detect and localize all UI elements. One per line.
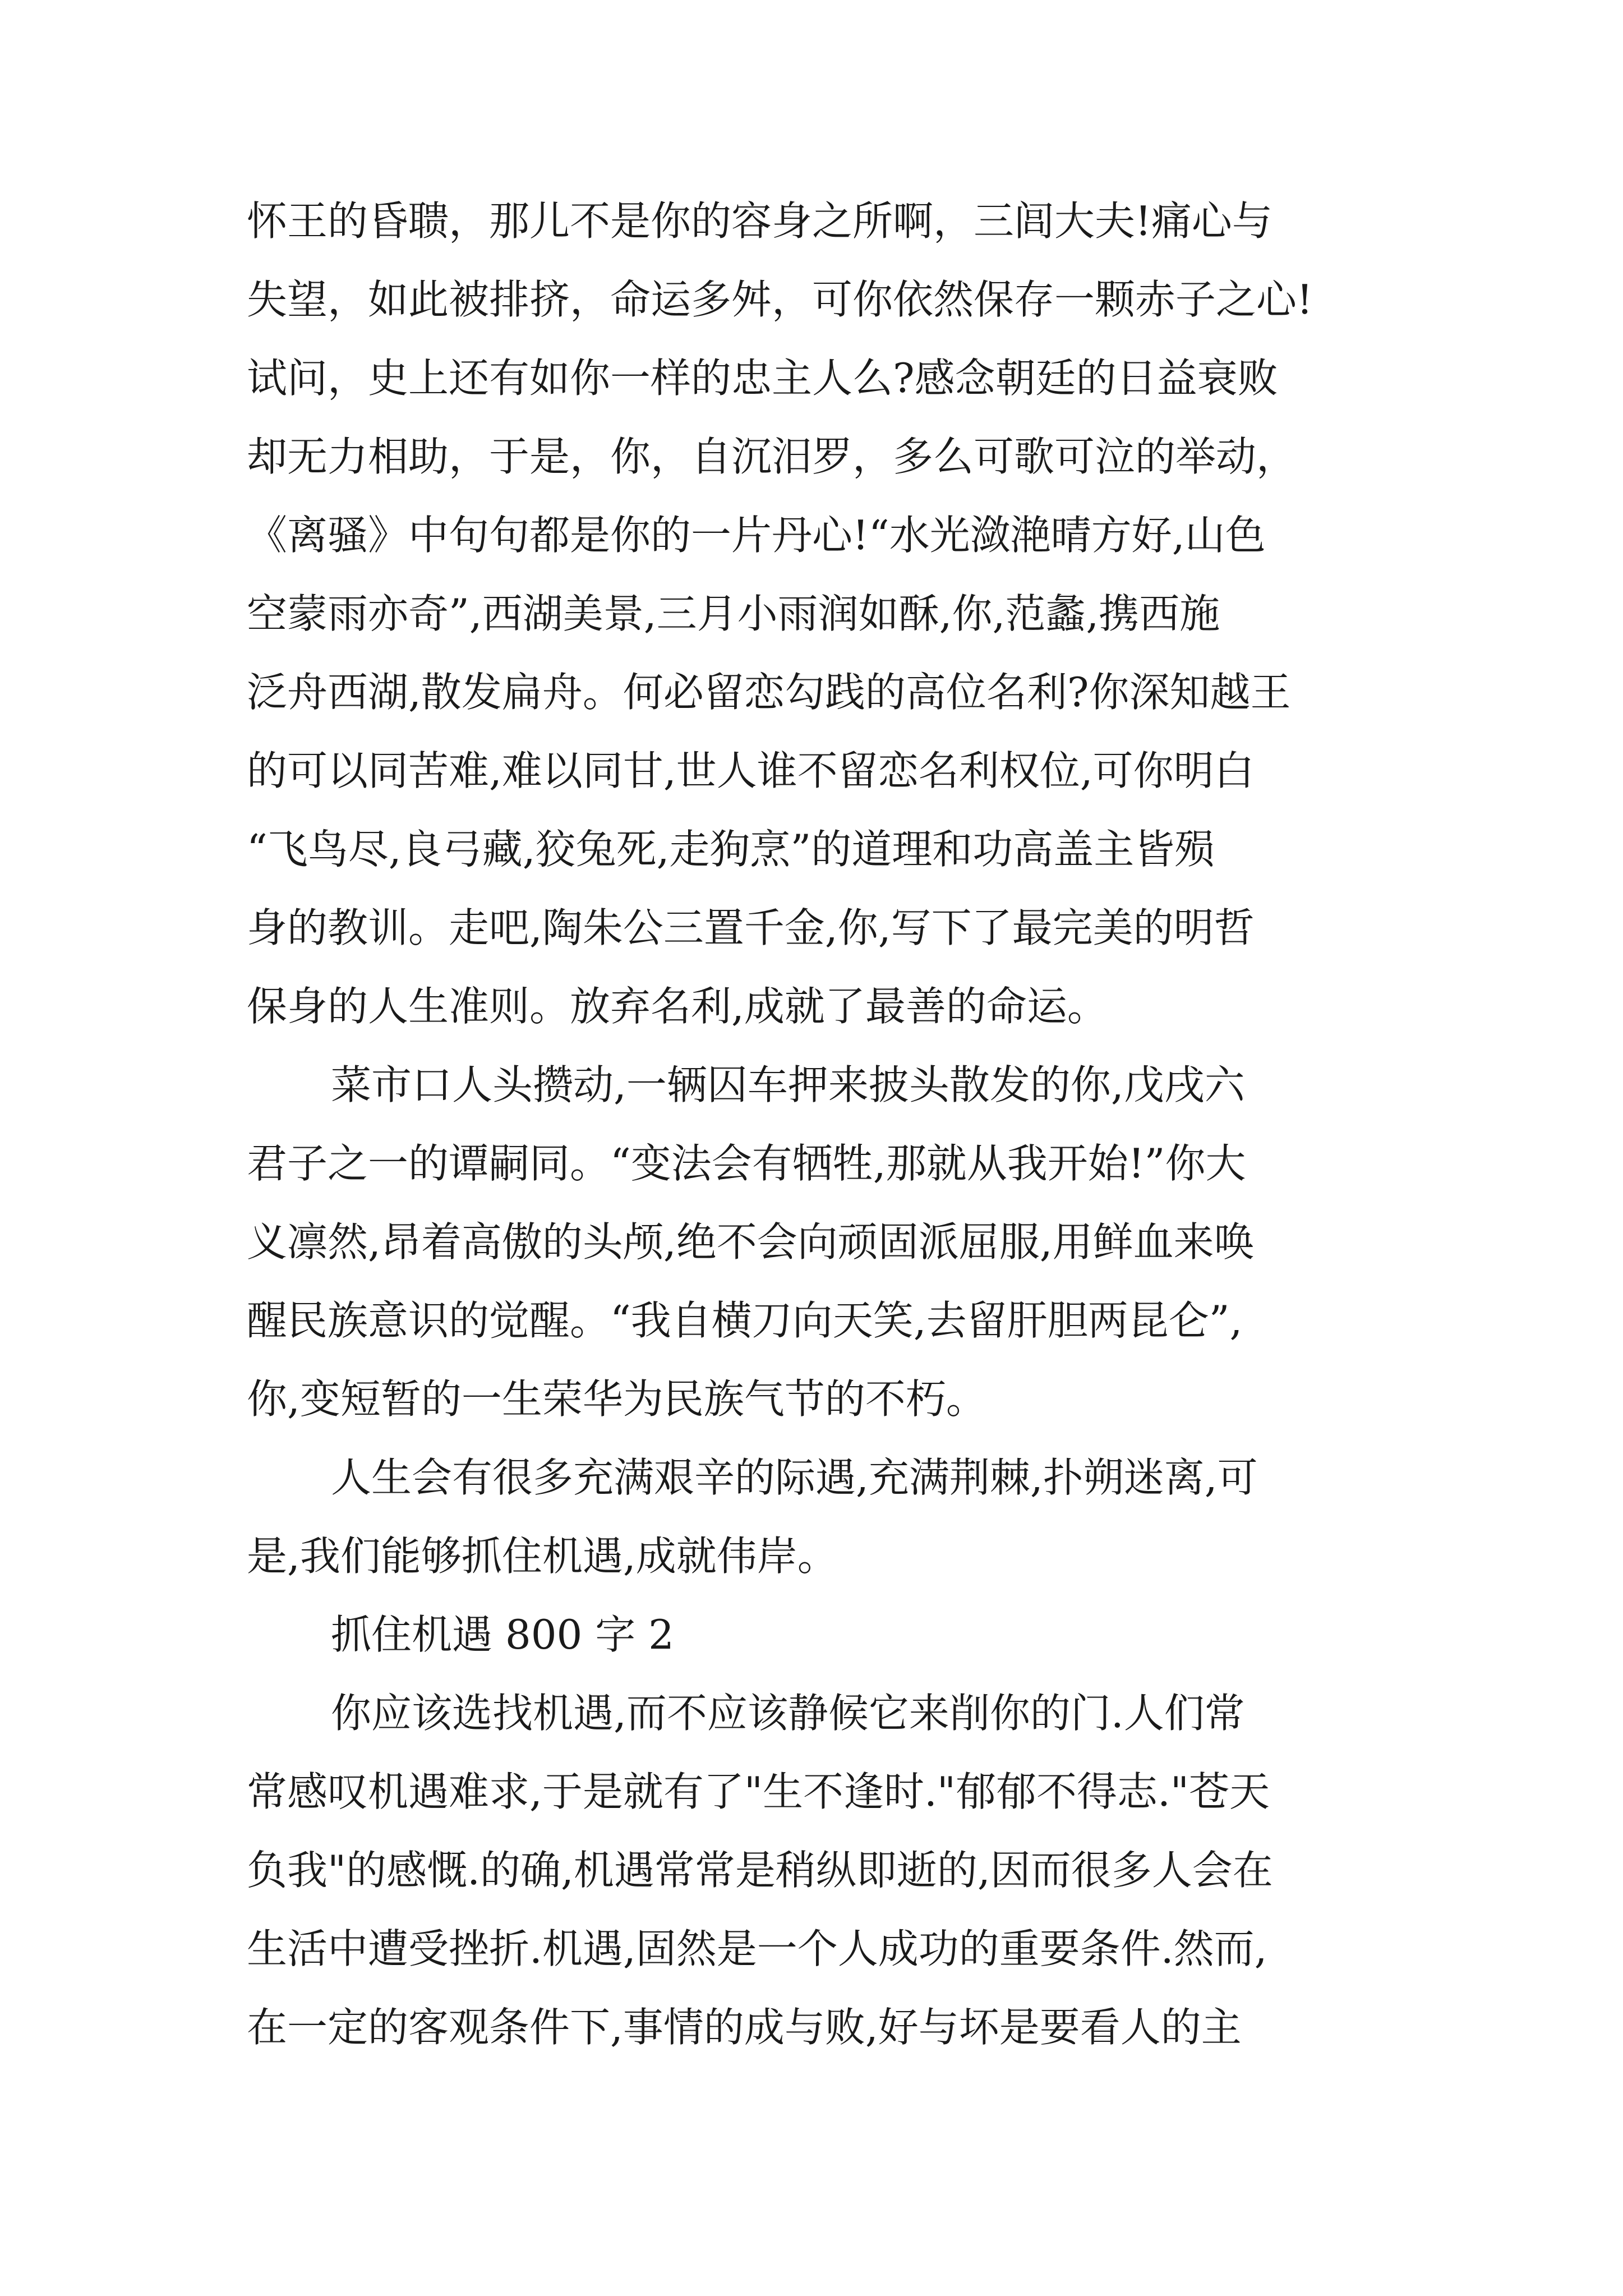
text-line: 你应该选找机遇,而不应该静候它来削你的门.人们常 [331,1690,1245,1737]
text-line: 空蒙雨亦奇”,西湖美景,三月小雨润如酥,你,范蠡,携西施 [247,590,1220,637]
text-line: 醒民族意识的觉醒。“我自横刀向天笑,去留肝胆两昆仑”, [247,1297,1243,1344]
text-line: 却无力相助，于是，你，自沉汨罗，多么可歌可泣的举动， [247,433,1297,480]
text-line: 是,我们能够抓住机遇,成就伟岸。 [247,1533,838,1580]
text-line: 失望，如此被排挤，命运多舛，可你依然保存一颗赤子之心! [247,276,1313,323]
text-line: 负我"的感慨.的确,机遇常常是稍纵即逝的,因而很多人会在 [247,1847,1273,1894]
text-line: 菜市口人头攒动,一辆囚车押来披头散发的你,戊戌六 [331,1061,1245,1108]
text-line: 义凛然,昂着高傲的头颅,绝不会向顽固派屈服,用鲜血来唤 [247,1218,1255,1266]
text-line: 试问，史上还有如你一样的忠主人么?感念朝廷的日益衰败 [247,355,1278,402]
text-line: 泛舟西湖,散发扁舟。何必留恋勾践的高位名利?你深知越王 [247,669,1291,716]
text-line: 抓住机遇 800 字 2 [331,1611,674,1658]
text-line: 人生会有很多充满艰辛的际遇,充满荆棘,扑朔迷离,可 [331,1454,1258,1501]
text-line: 你,变短暂的一生荣华为民族气节的不朽。 [247,1375,986,1423]
text-line: 君子之一的谭嗣同。“变法会有牺牲,那就从我开始!”你大 [247,1140,1246,1187]
text-line: 怀王的昏聩，那儿不是你的容身之所啊，三闾大夫!痛心与 [247,197,1272,245]
text-line: “飞鸟尽,良弓藏,狡兔死,走狗烹”的道理和功高盖主皆殒 [247,826,1215,873]
text-line: 身的教训。走吧,陶朱公三置千金,你,写下了最完美的明哲 [247,904,1255,951]
text-line: 生活中遭受挫折.机遇,固然是一个人成功的重要条件.然而, [247,1925,1267,1972]
text-line: 常感叹机遇难求,于是就有了"生不逢时."郁郁不得志."苍天 [247,1768,1270,1815]
text-line: 保身的人生准则。放弃名利,成就了最善的命运。 [247,983,1108,1030]
body-text [247,182,1396,2067]
text-line: 《离骚》中句句都是你的一片丹心!“水光潋滟晴方好,山色 [247,512,1266,559]
text-line: 在一定的客观条件下,事情的成与败,好与坏是要看人的主 [247,2004,1242,2051]
text-line: 的可以同苦难,难以同甘,世人谁不留恋名利权位,可你明白 [247,747,1255,794]
